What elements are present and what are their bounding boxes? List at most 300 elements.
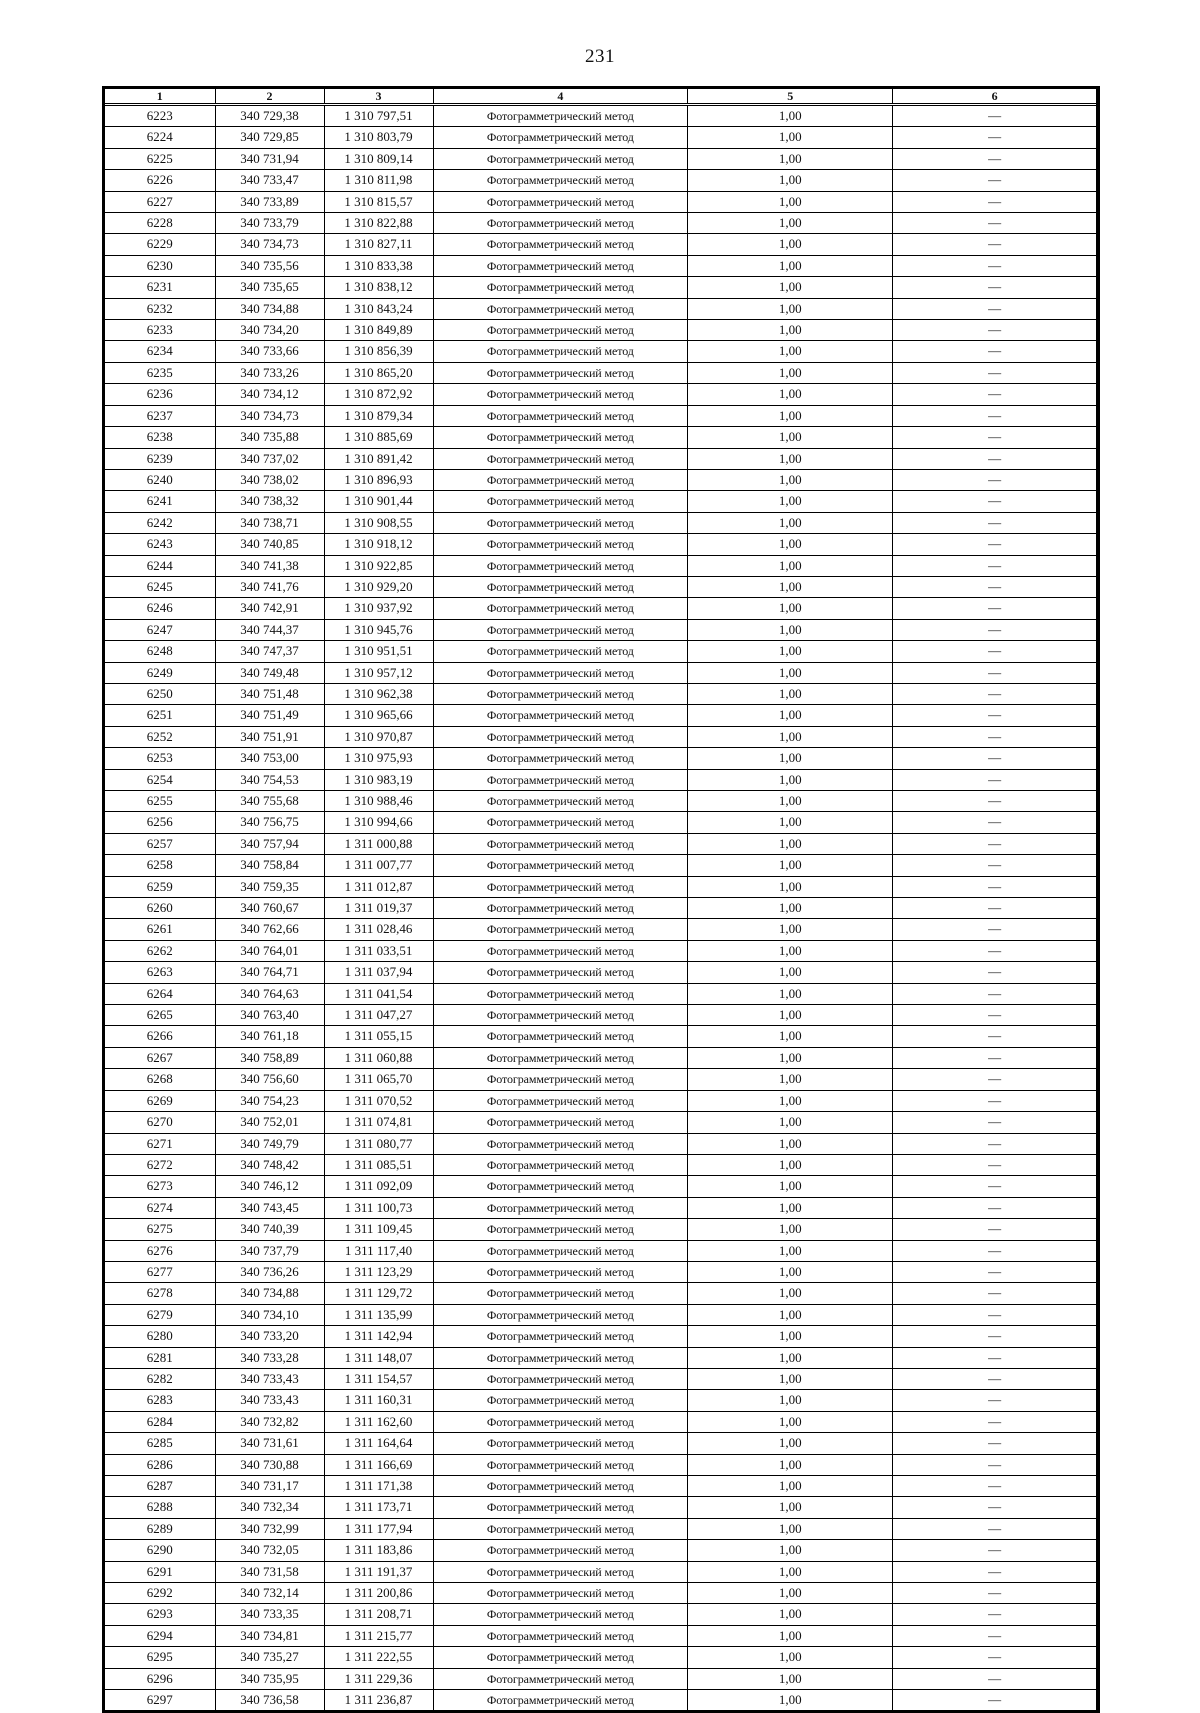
point-number-cell: 6292	[105, 1583, 215, 1604]
method-cell: Фотограмметрический метод	[433, 170, 688, 191]
y-coordinate-cell: 1 311 162,60	[324, 1411, 433, 1432]
x-coordinate-cell: 340 729,38	[215, 105, 324, 127]
coordinates-table	[105, 89, 1096, 1710]
method-cell: Фотограмметрический метод	[433, 1583, 688, 1604]
method-cell: Фотограмметрический метод	[433, 1304, 688, 1325]
point-number-cell: 6260	[105, 898, 215, 919]
column-header-2: 2	[215, 89, 324, 105]
x-coordinate-cell: 340 759,35	[215, 876, 324, 897]
y-coordinate-cell: 1 310 929,20	[324, 576, 433, 597]
x-coordinate-cell: 340 729,85	[215, 127, 324, 148]
method-cell: Фотограмметрический метод	[433, 641, 688, 662]
y-coordinate-cell: 1 310 809,14	[324, 148, 433, 169]
y-coordinate-cell: 1 310 988,46	[324, 791, 433, 812]
accuracy-cell: 1,00	[688, 491, 893, 512]
table-row	[105, 1283, 1096, 1304]
table-row	[105, 962, 1096, 983]
table-row	[105, 469, 1096, 490]
table-row	[105, 1390, 1096, 1411]
point-number-cell: 6293	[105, 1604, 215, 1625]
method-cell: Фотограмметрический метод	[433, 1154, 688, 1175]
point-number-cell: 6289	[105, 1518, 215, 1539]
table-row	[105, 277, 1096, 298]
x-coordinate-cell: 340 732,05	[215, 1540, 324, 1561]
point-number-cell: 6223	[105, 105, 215, 127]
note-cell: —	[893, 1026, 1096, 1047]
y-coordinate-cell: 1 311 142,94	[324, 1326, 433, 1347]
table-row	[105, 1368, 1096, 1389]
x-coordinate-cell: 340 760,67	[215, 898, 324, 919]
x-coordinate-cell: 340 738,02	[215, 469, 324, 490]
accuracy-cell: 1,00	[688, 298, 893, 319]
accuracy-cell: 1,00	[688, 1047, 893, 1068]
point-number-cell: 6237	[105, 405, 215, 426]
accuracy-cell: 1,00	[688, 1368, 893, 1389]
point-number-cell: 6243	[105, 534, 215, 555]
y-coordinate-cell: 1 311 074,81	[324, 1112, 433, 1133]
x-coordinate-cell: 340 751,48	[215, 683, 324, 704]
x-coordinate-cell: 340 735,95	[215, 1668, 324, 1689]
x-coordinate-cell: 340 749,48	[215, 662, 324, 683]
column-header-1: 1	[105, 89, 215, 105]
x-coordinate-cell: 340 740,85	[215, 534, 324, 555]
x-coordinate-cell: 340 758,84	[215, 855, 324, 876]
y-coordinate-cell: 1 310 833,38	[324, 255, 433, 276]
method-cell: Фотограмметрический метод	[433, 277, 688, 298]
y-coordinate-cell: 1 310 872,92	[324, 384, 433, 405]
table-row	[105, 598, 1096, 619]
note-cell: —	[893, 320, 1096, 341]
note-cell: —	[893, 983, 1096, 1004]
point-number-cell: 6261	[105, 919, 215, 940]
point-number-cell: 6226	[105, 170, 215, 191]
y-coordinate-cell: 1 311 222,55	[324, 1647, 433, 1668]
y-coordinate-cell: 1 311 100,73	[324, 1197, 433, 1218]
method-cell: Фотограмметрический метод	[433, 127, 688, 148]
note-cell: —	[893, 1497, 1096, 1518]
table-row	[105, 170, 1096, 191]
x-coordinate-cell: 340 734,12	[215, 384, 324, 405]
table-row	[105, 234, 1096, 255]
table-row	[105, 255, 1096, 276]
method-cell: Фотограмметрический метод	[433, 940, 688, 961]
x-coordinate-cell: 340 752,01	[215, 1112, 324, 1133]
note-cell: —	[893, 427, 1096, 448]
table-row	[105, 769, 1096, 790]
table-row	[105, 1090, 1096, 1111]
note-cell: —	[893, 812, 1096, 833]
x-coordinate-cell: 340 754,23	[215, 1090, 324, 1111]
accuracy-cell: 1,00	[688, 534, 893, 555]
x-coordinate-cell: 340 746,12	[215, 1176, 324, 1197]
table-row	[105, 534, 1096, 555]
y-coordinate-cell: 1 311 123,29	[324, 1261, 433, 1282]
accuracy-cell: 1,00	[688, 683, 893, 704]
y-coordinate-cell: 1 311 055,15	[324, 1026, 433, 1047]
point-number-cell: 6286	[105, 1454, 215, 1475]
accuracy-cell: 1,00	[688, 427, 893, 448]
x-coordinate-cell: 340 754,53	[215, 769, 324, 790]
note-cell: —	[893, 1518, 1096, 1539]
table-row	[105, 876, 1096, 897]
table-body	[105, 105, 1096, 1711]
y-coordinate-cell: 1 311 041,54	[324, 983, 433, 1004]
point-number-cell: 6236	[105, 384, 215, 405]
point-number-cell: 6296	[105, 1668, 215, 1689]
y-coordinate-cell: 1 311 177,94	[324, 1518, 433, 1539]
method-cell: Фотограмметрический метод	[433, 812, 688, 833]
y-coordinate-cell: 1 311 000,88	[324, 833, 433, 854]
point-number-cell: 6228	[105, 213, 215, 234]
x-coordinate-cell: 340 735,56	[215, 255, 324, 276]
accuracy-cell: 1,00	[688, 384, 893, 405]
note-cell: —	[893, 341, 1096, 362]
point-number-cell: 6270	[105, 1112, 215, 1133]
method-cell: Фотограмметрический метод	[433, 1668, 688, 1689]
x-coordinate-cell: 340 730,88	[215, 1454, 324, 1475]
accuracy-cell: 1,00	[688, 598, 893, 619]
y-coordinate-cell: 1 311 191,37	[324, 1561, 433, 1582]
method-cell: Фотограмметрический метод	[433, 1518, 688, 1539]
y-coordinate-cell: 1 310 885,69	[324, 427, 433, 448]
note-cell: —	[893, 255, 1096, 276]
method-cell: Фотограмметрический метод	[433, 1047, 688, 1068]
table-row	[105, 191, 1096, 212]
y-coordinate-cell: 1 310 797,51	[324, 105, 433, 127]
y-coordinate-cell: 1 311 164,64	[324, 1433, 433, 1454]
accuracy-cell: 1,00	[688, 105, 893, 127]
point-number-cell: 6239	[105, 448, 215, 469]
accuracy-cell: 1,00	[688, 1540, 893, 1561]
point-number-cell: 6234	[105, 341, 215, 362]
x-coordinate-cell: 340 731,94	[215, 148, 324, 169]
point-number-cell: 6256	[105, 812, 215, 833]
table-row	[105, 748, 1096, 769]
note-cell: —	[893, 662, 1096, 683]
x-coordinate-cell: 340 738,32	[215, 491, 324, 512]
table-row	[105, 298, 1096, 319]
method-cell: Фотограмметрический метод	[433, 1647, 688, 1668]
method-cell: Фотограмметрический метод	[433, 791, 688, 812]
accuracy-cell: 1,00	[688, 898, 893, 919]
point-number-cell: 6267	[105, 1047, 215, 1068]
note-cell: —	[893, 919, 1096, 940]
x-coordinate-cell: 340 733,43	[215, 1368, 324, 1389]
note-cell: —	[893, 277, 1096, 298]
y-coordinate-cell: 1 311 166,69	[324, 1454, 433, 1475]
x-coordinate-cell: 340 764,63	[215, 983, 324, 1004]
note-cell: —	[893, 855, 1096, 876]
y-coordinate-cell: 1 310 908,55	[324, 512, 433, 533]
method-cell: Фотограмметрический метод	[433, 576, 688, 597]
accuracy-cell: 1,00	[688, 1176, 893, 1197]
accuracy-cell: 1,00	[688, 983, 893, 1004]
x-coordinate-cell: 340 755,68	[215, 791, 324, 812]
x-coordinate-cell: 340 733,26	[215, 362, 324, 383]
x-coordinate-cell: 340 740,39	[215, 1219, 324, 1240]
x-coordinate-cell: 340 734,88	[215, 1283, 324, 1304]
method-cell: Фотограмметрический метод	[433, 898, 688, 919]
accuracy-cell: 1,00	[688, 1283, 893, 1304]
x-coordinate-cell: 340 733,28	[215, 1347, 324, 1368]
table-row	[105, 213, 1096, 234]
accuracy-cell: 1,00	[688, 1112, 893, 1133]
table-row	[105, 512, 1096, 533]
accuracy-cell: 1,00	[688, 726, 893, 747]
accuracy-cell: 1,00	[688, 1476, 893, 1497]
method-cell: Фотограмметрический метод	[433, 1005, 688, 1026]
note-cell: —	[893, 1304, 1096, 1325]
method-cell: Фотограмметрический метод	[433, 619, 688, 640]
header-row	[105, 89, 1096, 105]
x-coordinate-cell: 340 753,00	[215, 748, 324, 769]
table-row	[105, 127, 1096, 148]
point-number-cell: 6275	[105, 1219, 215, 1240]
accuracy-cell: 1,00	[688, 320, 893, 341]
table-row	[105, 1454, 1096, 1475]
point-number-cell: 6276	[105, 1240, 215, 1261]
table-row	[105, 1411, 1096, 1432]
method-cell: Фотограмметрический метод	[433, 983, 688, 1004]
accuracy-cell: 1,00	[688, 1026, 893, 1047]
method-cell: Фотограмметрический метод	[433, 191, 688, 212]
accuracy-cell: 1,00	[688, 405, 893, 426]
y-coordinate-cell: 1 310 965,66	[324, 705, 433, 726]
method-cell: Фотограмметрический метод	[433, 683, 688, 704]
note-cell: —	[893, 1133, 1096, 1154]
point-number-cell: 6262	[105, 940, 215, 961]
table-row	[105, 105, 1096, 127]
accuracy-cell: 1,00	[688, 1647, 893, 1668]
point-number-cell: 6274	[105, 1197, 215, 1218]
note-cell: —	[893, 405, 1096, 426]
method-cell: Фотограмметрический метод	[433, 1411, 688, 1432]
x-coordinate-cell: 340 732,14	[215, 1583, 324, 1604]
accuracy-cell: 1,00	[688, 1604, 893, 1625]
method-cell: Фотограмметрический метод	[433, 833, 688, 854]
table-row	[105, 1326, 1096, 1347]
x-coordinate-cell: 340 744,37	[215, 619, 324, 640]
point-number-cell: 6259	[105, 876, 215, 897]
accuracy-cell: 1,00	[688, 619, 893, 640]
point-number-cell: 6242	[105, 512, 215, 533]
method-cell: Фотограмметрический метод	[433, 1604, 688, 1625]
table-row	[105, 1433, 1096, 1454]
y-coordinate-cell: 1 310 970,87	[324, 726, 433, 747]
x-coordinate-cell: 340 741,38	[215, 555, 324, 576]
point-number-cell: 6252	[105, 726, 215, 747]
x-coordinate-cell: 340 731,58	[215, 1561, 324, 1582]
method-cell: Фотограмметрический метод	[433, 1390, 688, 1411]
y-coordinate-cell: 1 311 229,36	[324, 1668, 433, 1689]
table-row	[105, 812, 1096, 833]
accuracy-cell: 1,00	[688, 1261, 893, 1282]
accuracy-cell: 1,00	[688, 1625, 893, 1646]
method-cell: Фотограмметрический метод	[433, 1540, 688, 1561]
accuracy-cell: 1,00	[688, 255, 893, 276]
x-coordinate-cell: 340 742,91	[215, 598, 324, 619]
note-cell: —	[893, 598, 1096, 619]
note-cell: —	[893, 1647, 1096, 1668]
y-coordinate-cell: 1 310 803,79	[324, 127, 433, 148]
x-coordinate-cell: 340 761,18	[215, 1026, 324, 1047]
accuracy-cell: 1,00	[688, 1433, 893, 1454]
accuracy-cell: 1,00	[688, 940, 893, 961]
point-number-cell: 6287	[105, 1476, 215, 1497]
x-coordinate-cell: 340 736,26	[215, 1261, 324, 1282]
note-cell: —	[893, 1240, 1096, 1261]
point-number-cell: 6291	[105, 1561, 215, 1582]
accuracy-cell: 1,00	[688, 1197, 893, 1218]
accuracy-cell: 1,00	[688, 705, 893, 726]
method-cell: Фотограмметрический метод	[433, 748, 688, 769]
note-cell: —	[893, 213, 1096, 234]
x-coordinate-cell: 340 733,47	[215, 170, 324, 191]
y-coordinate-cell: 1 310 849,89	[324, 320, 433, 341]
note-cell: —	[893, 1005, 1096, 1026]
note-cell: —	[893, 491, 1096, 512]
y-coordinate-cell: 1 311 109,45	[324, 1219, 433, 1240]
point-number-cell: 6248	[105, 641, 215, 662]
method-cell: Фотограмметрический метод	[433, 855, 688, 876]
point-number-cell: 6229	[105, 234, 215, 255]
table-row	[105, 919, 1096, 940]
note-cell: —	[893, 898, 1096, 919]
note-cell: —	[893, 1112, 1096, 1133]
table-row	[105, 320, 1096, 341]
note-cell: —	[893, 1261, 1096, 1282]
y-coordinate-cell: 1 311 019,37	[324, 898, 433, 919]
y-coordinate-cell: 1 310 865,20	[324, 362, 433, 383]
accuracy-cell: 1,00	[688, 469, 893, 490]
point-number-cell: 6273	[105, 1176, 215, 1197]
point-number-cell: 6281	[105, 1347, 215, 1368]
method-cell: Фотограмметрический метод	[433, 1625, 688, 1646]
point-number-cell: 6264	[105, 983, 215, 1004]
accuracy-cell: 1,00	[688, 833, 893, 854]
x-coordinate-cell: 340 764,01	[215, 940, 324, 961]
point-number-cell: 6233	[105, 320, 215, 341]
method-cell: Фотограмметрический метод	[433, 448, 688, 469]
note-cell: —	[893, 1283, 1096, 1304]
point-number-cell: 6254	[105, 769, 215, 790]
point-number-cell: 6258	[105, 855, 215, 876]
y-coordinate-cell: 1 311 007,77	[324, 855, 433, 876]
point-number-cell: 6280	[105, 1326, 215, 1347]
y-coordinate-cell: 1 311 028,46	[324, 919, 433, 940]
accuracy-cell: 1,00	[688, 1518, 893, 1539]
point-number-cell: 6240	[105, 469, 215, 490]
table-row	[105, 855, 1096, 876]
accuracy-cell: 1,00	[688, 962, 893, 983]
table-row	[105, 1261, 1096, 1282]
method-cell: Фотограмметрический метод	[433, 362, 688, 383]
method-cell: Фотограмметрический метод	[433, 1497, 688, 1518]
note-cell: —	[893, 619, 1096, 640]
note-cell: —	[893, 1219, 1096, 1240]
accuracy-cell: 1,00	[688, 662, 893, 683]
method-cell: Фотограмметрический метод	[433, 1454, 688, 1475]
note-cell: —	[893, 362, 1096, 383]
note-cell: —	[893, 1604, 1096, 1625]
point-number-cell: 6288	[105, 1497, 215, 1518]
table-row	[105, 1219, 1096, 1240]
accuracy-cell: 1,00	[688, 1561, 893, 1582]
method-cell: Фотограмметрический метод	[433, 726, 688, 747]
x-coordinate-cell: 340 733,89	[215, 191, 324, 212]
point-number-cell: 6227	[105, 191, 215, 212]
point-number-cell: 6271	[105, 1133, 215, 1154]
y-coordinate-cell: 1 310 822,88	[324, 213, 433, 234]
note-cell: —	[893, 1476, 1096, 1497]
y-coordinate-cell: 1 310 962,38	[324, 683, 433, 704]
y-coordinate-cell: 1 311 033,51	[324, 940, 433, 961]
table-row	[105, 1540, 1096, 1561]
note-cell: —	[893, 384, 1096, 405]
method-cell: Фотограмметрический метод	[433, 876, 688, 897]
point-number-cell: 6247	[105, 619, 215, 640]
method-cell: Фотограмметрический метод	[433, 1176, 688, 1197]
table-row	[105, 405, 1096, 426]
note-cell: —	[893, 726, 1096, 747]
x-coordinate-cell: 340 733,66	[215, 341, 324, 362]
note-cell: —	[893, 1411, 1096, 1432]
y-coordinate-cell: 1 310 901,44	[324, 491, 433, 512]
method-cell: Фотограмметрический метод	[433, 320, 688, 341]
table-row	[105, 1518, 1096, 1539]
x-coordinate-cell: 340 735,65	[215, 277, 324, 298]
method-cell: Фотограмметрический метод	[433, 384, 688, 405]
note-cell: —	[893, 105, 1096, 127]
point-number-cell: 6238	[105, 427, 215, 448]
x-coordinate-cell: 340 734,88	[215, 298, 324, 319]
x-coordinate-cell: 340 737,79	[215, 1240, 324, 1261]
point-number-cell: 6241	[105, 491, 215, 512]
x-coordinate-cell: 340 736,58	[215, 1690, 324, 1711]
method-cell: Фотограмметрический метод	[433, 105, 688, 127]
x-coordinate-cell: 340 735,88	[215, 427, 324, 448]
note-cell: —	[893, 833, 1096, 854]
note-cell: —	[893, 1454, 1096, 1475]
accuracy-cell: 1,00	[688, 213, 893, 234]
accuracy-cell: 1,00	[688, 769, 893, 790]
table-row	[105, 833, 1096, 854]
point-number-cell: 6285	[105, 1433, 215, 1454]
point-number-cell: 6249	[105, 662, 215, 683]
y-coordinate-cell: 1 310 896,93	[324, 469, 433, 490]
method-cell: Фотограмметрический метод	[433, 1240, 688, 1261]
point-number-cell: 6244	[105, 555, 215, 576]
y-coordinate-cell: 1 311 012,87	[324, 876, 433, 897]
accuracy-cell: 1,00	[688, 1690, 893, 1711]
table-row	[105, 491, 1096, 512]
y-coordinate-cell: 1 311 070,52	[324, 1090, 433, 1111]
table-row	[105, 683, 1096, 704]
accuracy-cell: 1,00	[688, 512, 893, 533]
accuracy-cell: 1,00	[688, 191, 893, 212]
y-coordinate-cell: 1 311 148,07	[324, 1347, 433, 1368]
method-cell: Фотограмметрический метод	[433, 255, 688, 276]
method-cell: Фотограмметрический метод	[433, 1069, 688, 1090]
table-row	[105, 1347, 1096, 1368]
point-number-cell: 6255	[105, 791, 215, 812]
table-row	[105, 1133, 1096, 1154]
method-cell: Фотограмметрический метод	[433, 1347, 688, 1368]
note-cell: —	[893, 1390, 1096, 1411]
method-cell: Фотограмметрический метод	[433, 1133, 688, 1154]
y-coordinate-cell: 1 311 065,70	[324, 1069, 433, 1090]
y-coordinate-cell: 1 310 922,85	[324, 555, 433, 576]
